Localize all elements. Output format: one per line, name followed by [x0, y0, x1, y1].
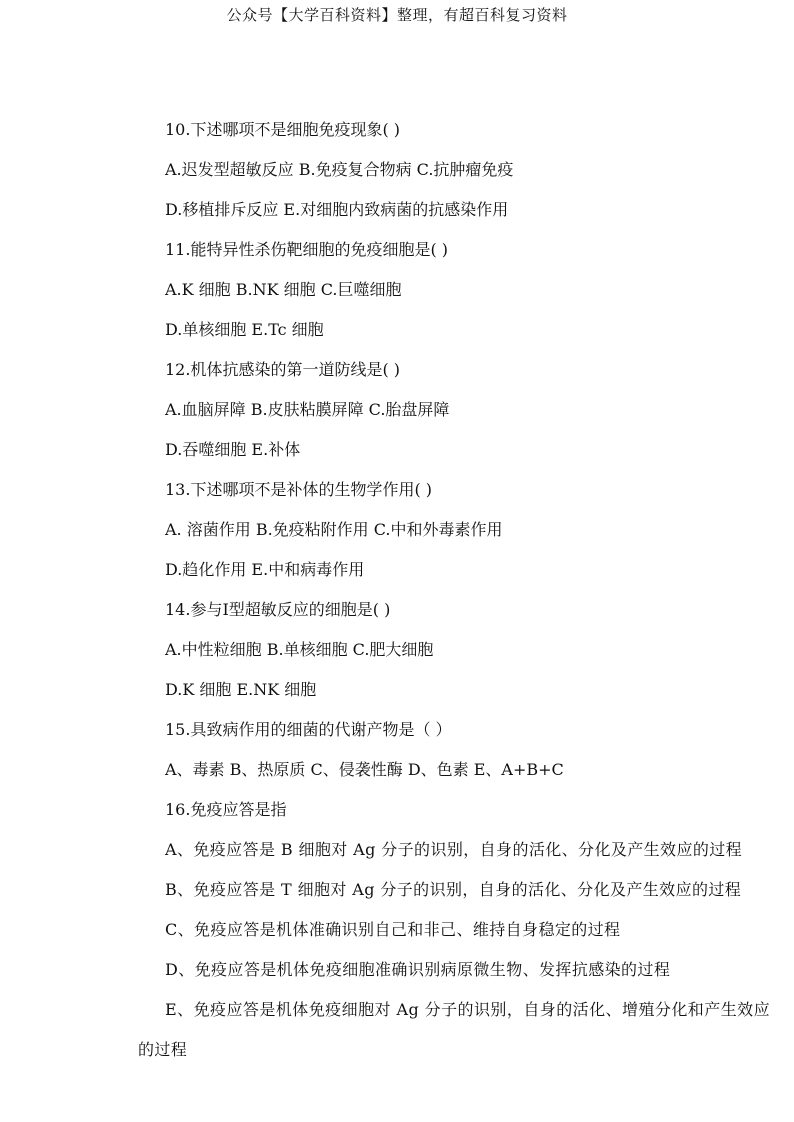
question-15-options: A、毒素 B、热原质 C、侵袭性酶 D、色素 E、A+B+C: [165, 760, 564, 779]
question-11-options-line-1: A.K 细胞 B.NK 细胞 C.巨噬细胞: [165, 280, 402, 299]
page-header: 公众号【大学百科资料】整理，有超百科复习资料: [226, 6, 568, 24]
question-14-options-line-2: D.K 细胞 E.NK 细胞: [165, 680, 317, 699]
question-12-options-line-1: A.血脑屏障 B.皮肤粘膜屏障 C.胎盘屏障: [165, 400, 450, 419]
question-16-option-e: E、免疫应答是机体免疫细胞对 Ag 分子的识别，自身的活化、增殖分化和产生效应的过程: [138, 1000, 770, 1059]
question-10-options-line-1: A.迟发型超敏反应 B.免疫复合物病 C.抗肿瘤免疫: [165, 160, 514, 179]
question-12-options-line-2: D.吞噬细胞 E.补体: [165, 440, 301, 459]
question-16-option-d: D、免疫应答是机体免疫细胞准确识别病原微生物、发挥抗感染的过程: [165, 960, 671, 979]
question-10-stem: 10.下述哪项不是细胞免疫现象( ): [165, 120, 401, 139]
question-16-stem: 16.免疫应答是指: [165, 800, 287, 819]
question-16-option-a: A、免疫应答是 B 细胞对 Ag 分子的识别，自身的活化、分化及产生效应的过程: [165, 840, 743, 859]
document-body: [138, 110, 770, 1070]
question-14-stem: 14.参与Ⅰ型超敏反应的细胞是( ): [165, 600, 391, 619]
question-12-stem: 12.机体抗感染的第一道防线是( ): [165, 360, 401, 379]
question-13-options-line-2: D.趋化作用 E.中和病毒作用: [165, 560, 365, 579]
question-14-options-line-1: A.中性粒细胞 B.单核细胞 C.肥大细胞: [165, 640, 434, 659]
question-15-stem: 15.具致病作用的细菌的代谢产物是（ ）: [165, 720, 452, 739]
question-13-options-line-1: A. 溶菌作用 B.免疫粘附作用 C.中和外毒素作用: [165, 520, 503, 539]
question-13-stem: 13.下述哪项不是补体的生物学作用( ): [165, 480, 433, 499]
question-10-options-line-2: D.移植排斥反应 E.对细胞内致病菌的抗感染作用: [165, 200, 509, 219]
question-11-options-line-2: D.单核细胞 E.Tc 细胞: [165, 320, 324, 339]
question-16-option-b: B、免疫应答是 T 细胞对 Ag 分子的识别，自身的活化、分化及产生效应的过程: [165, 880, 742, 899]
question-11-stem: 11.能特异性杀伤靶细胞的免疫细胞是( ): [165, 240, 449, 259]
question-16-option-c: C、免疫应答是机体准确识别自己和非己、维持自身稳定的过程: [165, 920, 621, 939]
